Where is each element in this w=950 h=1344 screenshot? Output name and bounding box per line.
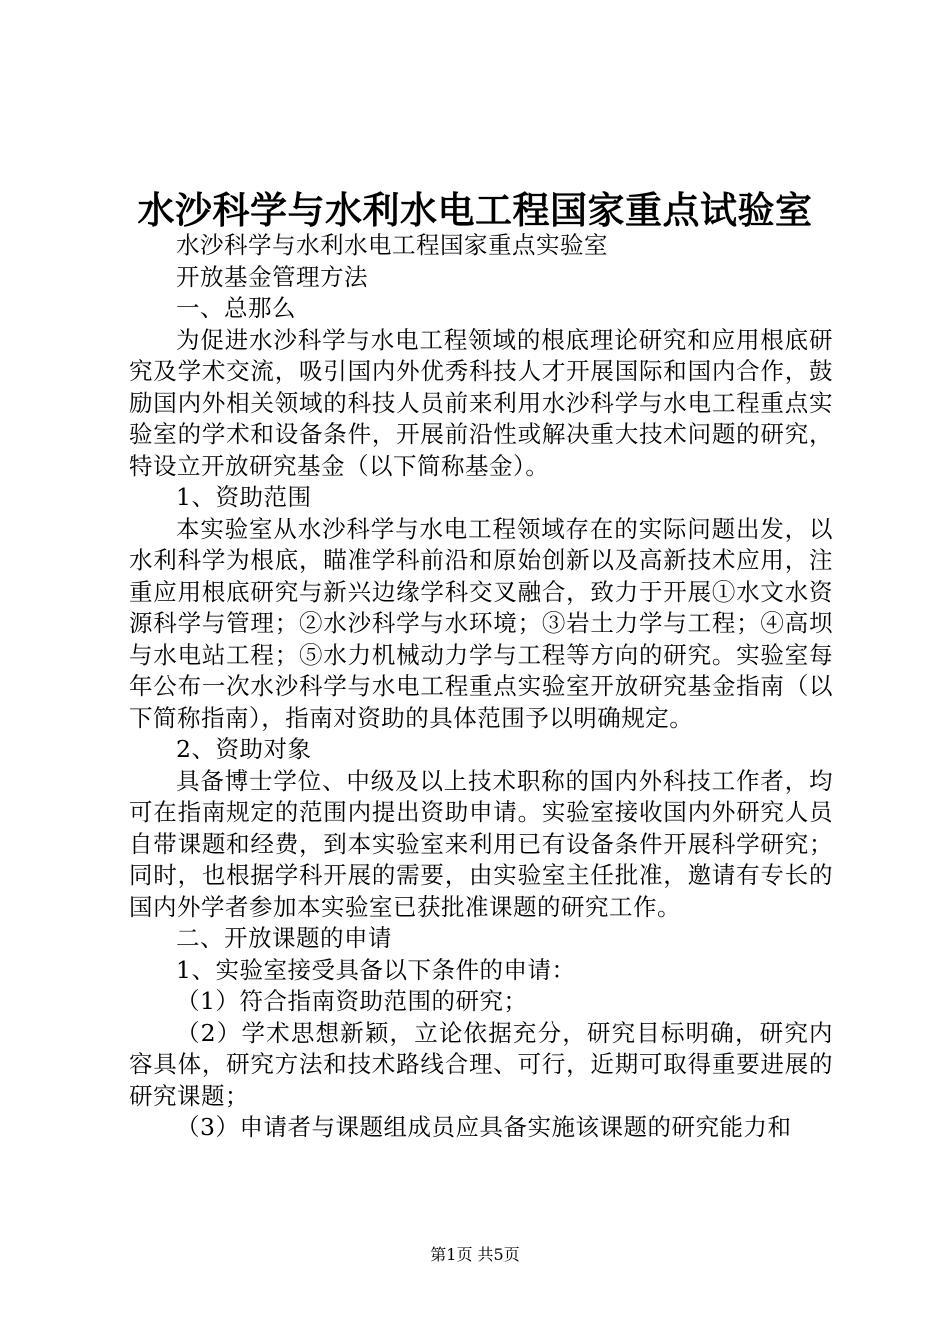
list-item-condition-2: （2）学术思想新颖，立论依据充分，研究目标明确，研究内容具体，研究方法和技术路线合理、可行，近期可取得重要进展的研究课题； [129, 1018, 833, 1110]
list-item-condition-3: （3）申请者与课题组成员应具备实施该课题的研究能力和 [176, 1113, 792, 1141]
document-title: 水沙科学与水利水电工程国家重点试验室 [137, 188, 813, 232]
subtitle-lab-name: 水沙科学与水利水电工程国家重点实验室 [176, 231, 608, 259]
subtitle-fund-rules: 开放基金管理方法 [176, 262, 368, 291]
section-heading-funding-targets: 2、资助对象 [176, 735, 312, 763]
section-heading-general: 一、总那么 [176, 294, 296, 322]
document-body [129, 230, 833, 1144]
page-footer: 第1页 共5页 [430, 1245, 520, 1264]
paragraph-purpose: 为促进水沙科学与水电工程领域的根底理论研究和应用根底研究及学术交流，吸引国内外优秀科技人才开展国际和国内合作，鼓励国内外相关领域的科技人员前来利用水沙科学与水电工程重点实验室的学术和设备条件，开展前沿性或解决重大技术问题的研究，特设立开放研究基金（以下简称基金）。 [129, 325, 833, 480]
paragraph-funding-scope: 本实验室从水沙科学与水电工程领域存在的实际问题出发，以水利科学为根底，瞄准学科前沿和原始创新以及高新技术应用，注重应用根底研究与新兴边缘学科交叉融合，致力于开展①水文水资源科学与管理；②水沙科学与水环境；③岩土力学与工程；④高坝与水电站工程；⑤水力机械动力学与工程等方向的研究。实验室每年公布一次水沙科学与水电工程重点实验室开放研究基金指南（以下简称指南），指南对资助的具体范围予以明确规定。 [129, 514, 833, 732]
section-heading-funding-scope: 1、资助范围 [176, 483, 312, 511]
paragraph-funding-targets: 具备博士学位、中级及以上技术职称的国内外科技工作者，均可在指南规定的范围内提出资助申请。实验室接收国内外研究人员自带课题和经费，到本实验室来利用已有设备条件开展科学研究；同时，也根据学科开展的需要，由实验室主任批准，邀请有专长的国内外学者参加本实验室已获批准课题的研究工作。 [129, 766, 833, 921]
list-item-condition-1: （1）符合指南资助范围的研究； [176, 987, 528, 1015]
section-heading-application: 二、开放课题的申请 [176, 924, 392, 952]
paragraph-application-conditions: 1、实验室接受具备以下条件的申请： [176, 955, 576, 984]
